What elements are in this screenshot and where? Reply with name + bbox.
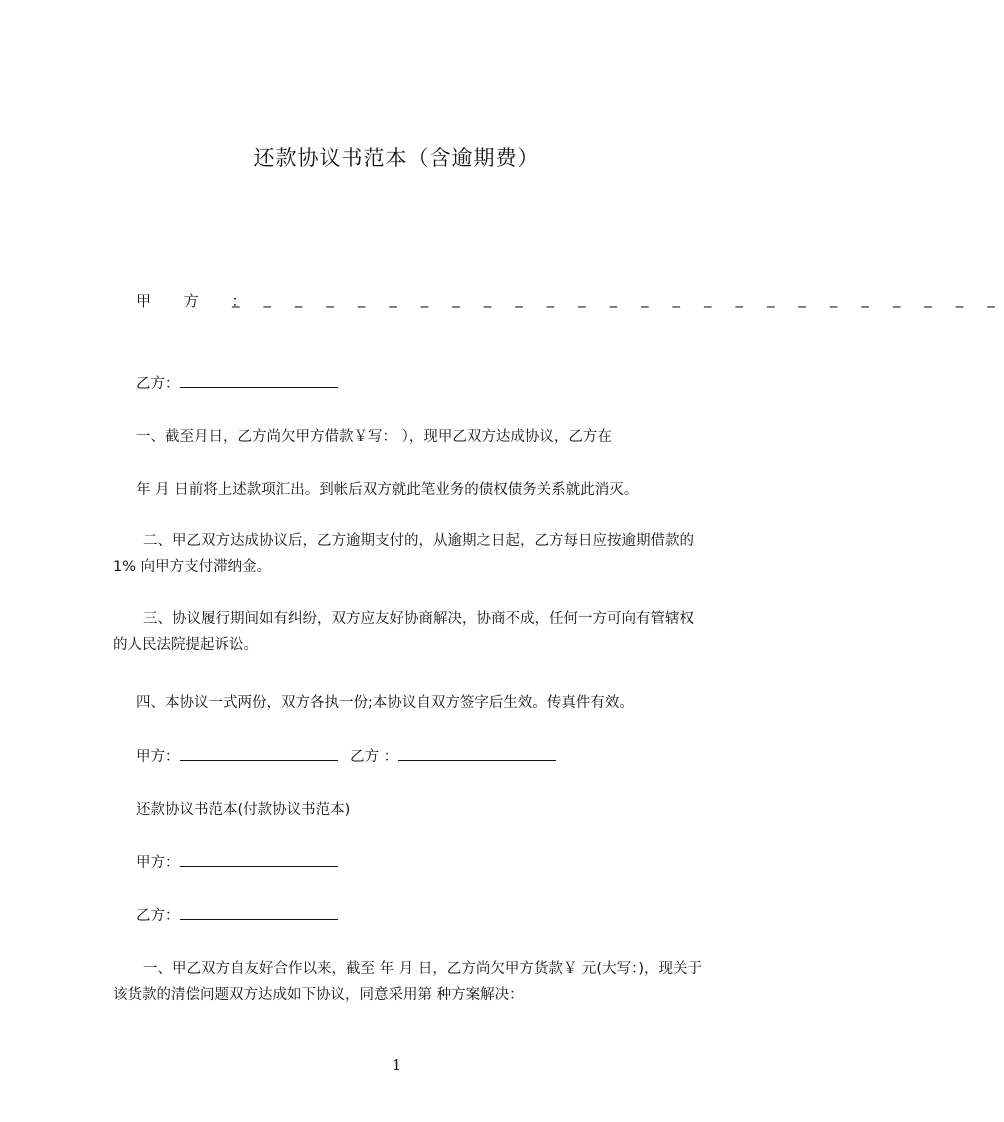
second-party-a-blank [180,852,338,867]
clause-3: 三、协议履行期间如有纠纷，双方应友好协商解决，协商不成，任何一方可向有管辖权的人民法院提起诉讼。 [113,611,694,653]
sign-party-b-label: 乙方 ： [350,749,399,765]
second-party-a-row [136,851,338,872]
sign-party-a-label: 甲方： [136,749,180,765]
sign-party-a-blank [180,746,338,761]
party-a-blank: _ _ _ _ _ _ _ _ _ _ _ _ _ _ _ _ _ _ _ _ _ _ _ _ _ [232,290,1004,308]
second-party-b-row [136,904,338,925]
document-title: 还款协议书范本（含逾期费） [253,146,540,170]
party-a-label: 甲 方 ： [136,292,261,310]
subtitle: 还款协议书范本(付款协议书范本) [136,802,351,818]
party-a-row [136,290,1004,311]
clause-2: 二、甲乙双方达成协议后，乙方逾期支付的，从逾期之日起，乙方每日应按逾期借款的 1% 向甲方支付滞纳金。 [113,533,694,575]
party-b-blank [180,373,338,388]
signature-row [136,745,556,766]
clause-4: 四、本协议一式两份，双方各执一份;本协议自双方签字后生效。传真件有效。 [136,695,634,711]
second-party-a-label: 甲方： [136,855,180,871]
party-b-label: 乙方： [136,376,180,392]
second-party-b-label: 乙方： [136,908,180,924]
party-b-row [136,372,338,393]
second-clause-1: 一、甲乙双方自友好合作以来，截至 年 月 日，乙方尚欠甲方货款￥ 元(大写：)，现关于该货款的清偿问题双方达成如下协议，同意采用第 种方案解决： [113,961,702,1003]
clause-1-line-1: 一、截至月日，乙方尚欠甲方借款￥写： ），现甲乙双方达成协议，乙方在 [136,429,612,445]
page-number: 1 [391,1056,402,1074]
clause-1-line-2: 年 月 日前将上述款项汇出。到帐后双方就此笔业务的债权债务关系就此消灭。 [136,482,639,498]
sign-party-b-blank [398,746,556,761]
second-party-b-blank [180,905,338,920]
